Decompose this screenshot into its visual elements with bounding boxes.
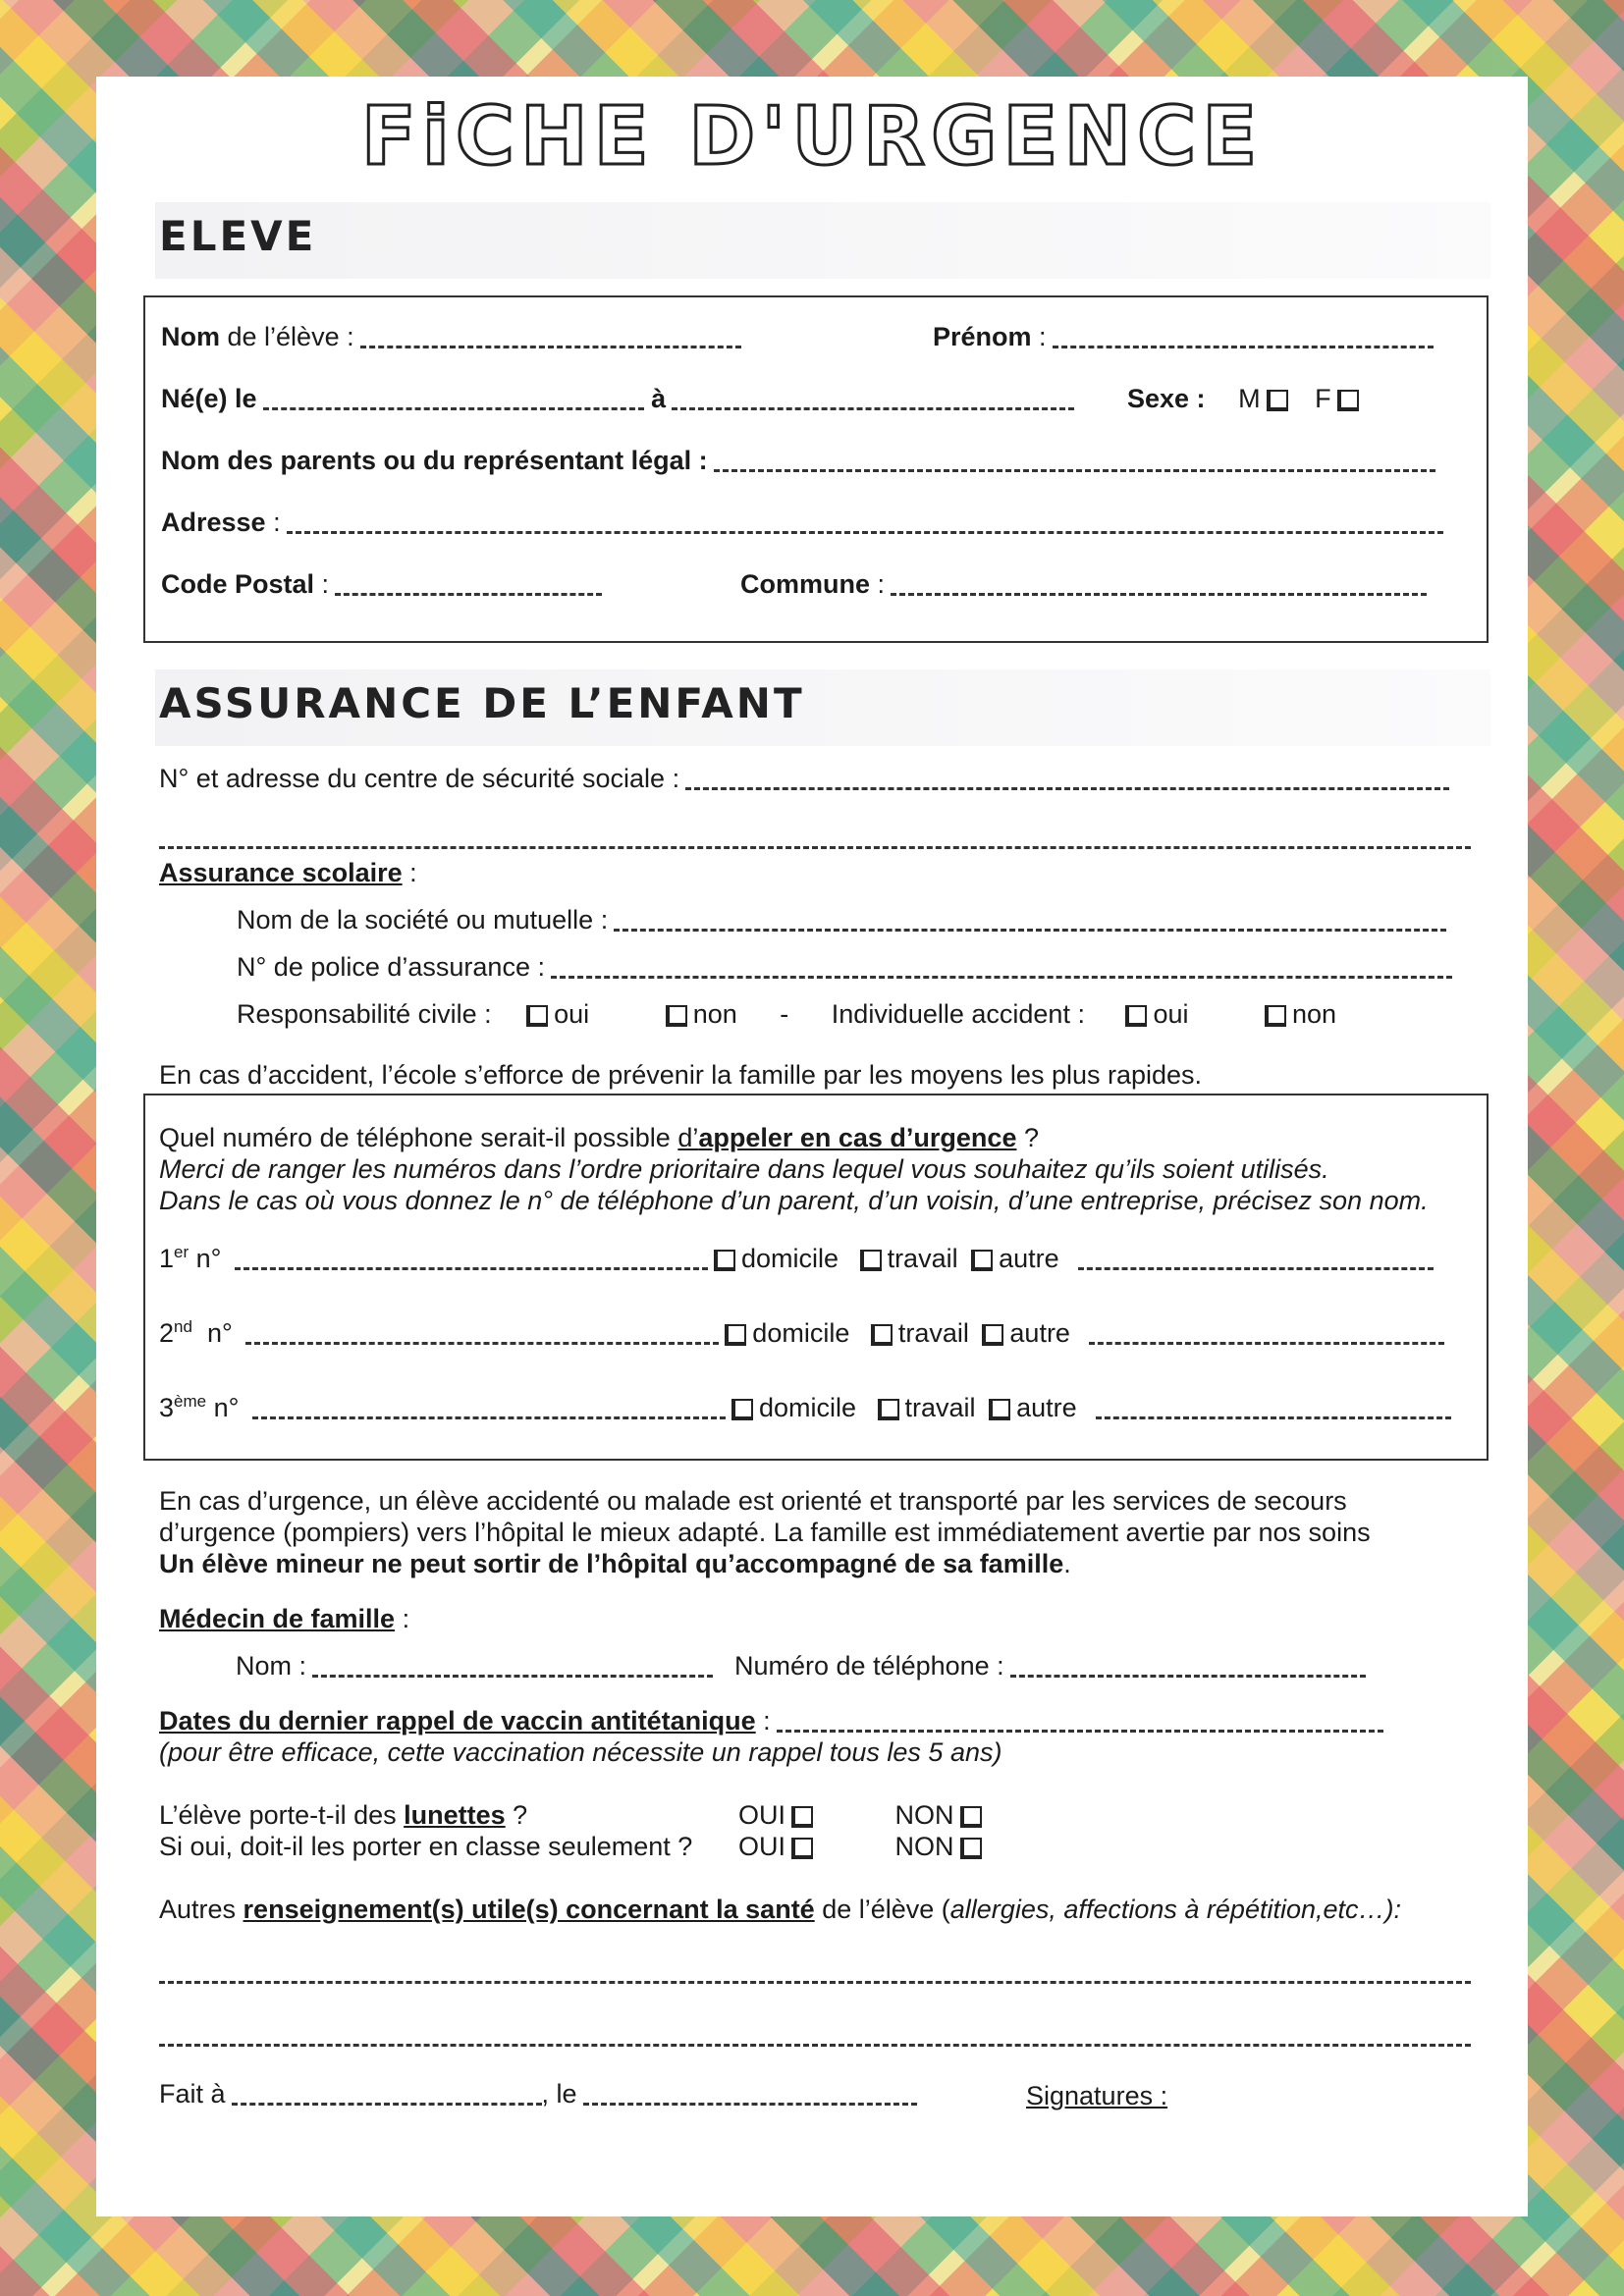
lunettes-1-oui-checkbox[interactable] xyxy=(791,1806,813,1828)
cp-colon: : xyxy=(314,569,330,599)
sexe-field xyxy=(1127,384,1365,414)
phone-2-autre-blank[interactable] xyxy=(1089,1324,1444,1345)
adresse-colon: : xyxy=(265,507,281,537)
sexe-f-checkbox[interactable] xyxy=(1337,390,1359,411)
phone-3-travail-checkbox[interactable] xyxy=(878,1399,899,1420)
phone-2-autre-label: autre xyxy=(1009,1318,1070,1348)
urgence-warning-end: . xyxy=(1063,1549,1071,1578)
fait-a-blank[interactable] xyxy=(232,2085,542,2106)
secu-blank-1[interactable] xyxy=(685,770,1449,790)
prenom-field[interactable] xyxy=(933,322,1434,352)
urgence-text-line-1: En cas d’urgence, un élève accidenté ou malade est orienté et transporté par les services de secours xyxy=(159,1486,1347,1516)
sexe-f-label: F xyxy=(1315,384,1331,413)
phone-3-autre-label: autre xyxy=(1016,1393,1077,1422)
assurance-scolaire-heading: Assurance scolaire xyxy=(159,858,403,887)
lunettes-2-non-checkbox[interactable] xyxy=(960,1838,982,1859)
autres-mid: de l’élève ( xyxy=(814,1895,950,1924)
phone-1-domicile-label: domicile xyxy=(741,1244,839,1273)
phone-2-travail-checkbox[interactable] xyxy=(871,1324,893,1346)
phone-row-3[interactable] xyxy=(159,1392,1451,1423)
resp-separator: - xyxy=(780,999,789,1029)
adresse-field[interactable] xyxy=(161,507,1443,538)
phone-row-2-num: 2 xyxy=(159,1318,175,1348)
phone-1-autre-blank[interactable] xyxy=(1078,1250,1434,1270)
nom-label-rest: de l’élève : xyxy=(220,322,354,351)
lunettes-2-oui-checkbox[interactable] xyxy=(791,1838,813,1859)
police-field[interactable] xyxy=(237,952,1452,983)
urgence-instruction-2: Dans le cas où vous donnez le n° de téléphone d’un parent, d’un voisin, d’une entreprise, précisez son nom. xyxy=(159,1186,1429,1215)
secu-field[interactable] xyxy=(159,764,1449,794)
urgence-question xyxy=(159,1123,1039,1153)
phone-row-3-num: 3 xyxy=(159,1393,175,1422)
indiv-non-checkbox[interactable] xyxy=(1265,1005,1286,1027)
phone-row-3-label: n° xyxy=(206,1393,240,1422)
parents-label: Nom des parents ou du représentant légal : xyxy=(161,446,708,475)
vaccin-note: (pour être efficace, cette vaccination nécessite un rappel tous les 5 ans) xyxy=(159,1737,1002,1767)
indiv-oui-checkbox[interactable] xyxy=(1125,1005,1147,1027)
phone-row-1-label: n° xyxy=(189,1244,222,1273)
urgence-text-line-2: d’urgence (pompiers) vers l’hôpital le mieux adapté. La famille est immédiatement avertie par nos soins xyxy=(159,1518,1371,1547)
secu-blank-2[interactable] xyxy=(159,828,1471,849)
autres-blank-1-row[interactable] xyxy=(159,1963,1471,1984)
fait-a-label: Fait à xyxy=(159,2079,226,2109)
nom-eleve-field[interactable] xyxy=(161,322,741,352)
commune-label: Commune xyxy=(740,569,871,599)
phone-2-domicile-label: domicile xyxy=(752,1318,850,1348)
phone-3-autre-checkbox[interactable] xyxy=(989,1399,1010,1420)
phone-1-travail-label: travail xyxy=(887,1244,958,1273)
prenom-colon: : xyxy=(1031,322,1047,351)
resp-oui-checkbox[interactable] xyxy=(526,1005,548,1027)
phone-3-domicile-checkbox[interactable] xyxy=(731,1399,753,1420)
autres-blank-1[interactable] xyxy=(159,1963,1471,1984)
police-label: N° de police d’assurance : xyxy=(237,952,545,982)
phone-1-travail-checkbox[interactable] xyxy=(860,1250,882,1271)
societe-field[interactable] xyxy=(237,905,1446,935)
medecin-nom-field[interactable] xyxy=(236,1651,713,1682)
phone-1-autre-label: autre xyxy=(999,1244,1059,1273)
date-naissance-blank[interactable] xyxy=(263,390,644,410)
medecin-tel-blank[interactable] xyxy=(1010,1657,1366,1678)
urgence-warning-bold: Un élève mineur ne peut sortir de l’hôpital qu’accompagné de sa famille xyxy=(159,1549,1064,1578)
resp-non-label: non xyxy=(692,999,737,1029)
individuelle-accident-label: Individuelle accident : xyxy=(831,999,1085,1029)
urgence-q-start: Quel numéro de téléphone serait-il possible xyxy=(159,1123,678,1152)
resp-civile-label: Responsabilité civile : xyxy=(237,999,492,1029)
commune-blank[interactable] xyxy=(891,575,1427,596)
lunettes-1-non-label: NON xyxy=(894,1800,954,1830)
sexe-m-label: M xyxy=(1238,384,1261,413)
phone-row-2-label: n° xyxy=(191,1318,233,1348)
date-blank[interactable] xyxy=(583,2085,917,2106)
prenom-label: Prénom xyxy=(933,322,1032,351)
medecin-nom-label: Nom : xyxy=(236,1651,307,1681)
phone-3-autre-blank[interactable] xyxy=(1096,1399,1451,1419)
phone-3-domicile-label: domicile xyxy=(758,1393,856,1422)
indiv-non-label: non xyxy=(1292,999,1337,1029)
code-postal-label: Code Postal xyxy=(161,569,315,599)
eleve-heading-band xyxy=(155,202,1490,279)
parents-field[interactable] xyxy=(161,446,1435,476)
commune-field[interactable] xyxy=(740,569,1427,600)
phone-row-1-num: 1 xyxy=(159,1244,175,1273)
lieu-label: à xyxy=(651,384,667,413)
vaccin-field[interactable] xyxy=(159,1706,1383,1736)
signatures-label: Signatures : xyxy=(1026,2081,1168,2110)
autres-renseignements-label xyxy=(159,1895,1401,1925)
adresse-label: Adresse xyxy=(161,507,266,537)
autres-italic: allergies, affections à répétition,etc…): xyxy=(949,1895,1402,1924)
lunettes-q1-bold: lunettes xyxy=(404,1800,506,1830)
autres-blank-2[interactable] xyxy=(159,2026,1471,2047)
assurance-scolaire-colon: : xyxy=(402,858,417,887)
assurance-scolaire-label xyxy=(159,858,417,888)
urgence-instruction-1: Merci de ranger les numéros dans l’ordre prioritaire dans lequel vous souhaitez qu’ils soient utilisés. xyxy=(159,1154,1329,1184)
autres-blank-2-row[interactable] xyxy=(159,2026,1471,2047)
lunettes-1-non-checkbox[interactable] xyxy=(960,1806,982,1828)
lieu-naissance-blank[interactable] xyxy=(672,390,1074,410)
phone-row-2-sup: nd xyxy=(174,1317,192,1336)
medecin-heading-row xyxy=(159,1604,409,1634)
phone-row-1[interactable] xyxy=(159,1243,1434,1274)
vaccin-heading: Dates du dernier rappel de vaccin antitétanique xyxy=(159,1706,756,1735)
indiv-oui-label: oui xyxy=(1153,999,1189,1029)
code-postal-blank[interactable] xyxy=(335,575,602,596)
societe-label: Nom de la société ou mutuelle : xyxy=(237,905,609,934)
lunettes-2-non-label: NON xyxy=(894,1832,954,1861)
phone-3-travail-label: travail xyxy=(904,1393,976,1422)
code-postal-field[interactable] xyxy=(161,569,602,600)
nom-blank[interactable] xyxy=(360,328,741,348)
lunettes-1-oui-label: OUI xyxy=(738,1800,786,1830)
resp-oui-label: oui xyxy=(554,999,590,1029)
lunettes-q1-end: ? xyxy=(505,1800,528,1830)
autres-bold: renseignement(s) utile(s) concernant la santé xyxy=(243,1895,815,1924)
sexe-label: Sexe : xyxy=(1127,384,1206,413)
urgence-text-line-3 xyxy=(159,1549,1071,1579)
naissance-field[interactable] xyxy=(161,384,1074,414)
phone-row-2[interactable] xyxy=(159,1317,1444,1349)
phone-1-autre-checkbox[interactable] xyxy=(971,1250,993,1271)
phone-2-autre-checkbox[interactable] xyxy=(982,1324,1003,1346)
adresse-blank[interactable] xyxy=(287,513,1443,534)
fait-a-field[interactable] xyxy=(159,2079,917,2109)
vaccin-colon: : xyxy=(755,1706,771,1735)
commune-colon: : xyxy=(870,569,886,599)
societe-blank[interactable] xyxy=(614,911,1446,932)
medecin-nom-blank[interactable] xyxy=(312,1657,713,1678)
lunettes-q1-start: L’élève porte-t-il des xyxy=(159,1800,405,1830)
lunettes-question-2: Si oui, doit-il les porter en classe seulement ? xyxy=(159,1832,693,1861)
le-label: , le xyxy=(541,2079,577,2109)
urgence-q-emphasis: appeler en cas d’urgence xyxy=(698,1123,1017,1152)
sexe-m-checkbox[interactable] xyxy=(1267,390,1288,411)
medecin-tel-label: Numéro de téléphone : xyxy=(734,1651,1004,1681)
medecin-heading: Médecin de famille xyxy=(159,1604,396,1633)
responsabilite-civile-row xyxy=(237,999,1336,1030)
accident-note: En cas d’accident, l’école s’efforce de prévenir la famille par les moyens les plus rapides. xyxy=(159,1060,1203,1090)
police-blank[interactable] xyxy=(551,958,1452,979)
phone-row-3-sup: ème xyxy=(174,1392,207,1411)
secu-label: N° et adresse du centre de sécurité sociale : xyxy=(159,764,680,793)
phone-row-1-sup: er xyxy=(174,1243,189,1261)
lunettes-2-oui-label: OUI xyxy=(738,1832,786,1861)
phone-2-travail-label: travail xyxy=(897,1318,969,1348)
medecin-tel-field[interactable] xyxy=(734,1651,1366,1682)
autres-start: Autres xyxy=(159,1895,244,1924)
phone-2-blank[interactable] xyxy=(245,1324,719,1345)
parents-blank[interactable] xyxy=(714,452,1435,472)
vaccin-blank[interactable] xyxy=(777,1712,1383,1733)
lunettes-question-1 xyxy=(159,1800,527,1831)
urgence-q-d: d’ xyxy=(677,1123,699,1152)
urgence-q-end: ? xyxy=(1016,1123,1039,1152)
secu-field-line2[interactable] xyxy=(159,828,1471,849)
phone-1-domicile-checkbox[interactable] xyxy=(714,1250,735,1271)
ne-le-label: Né(e) le xyxy=(161,384,257,413)
assurance-heading: ASSURANCE DE L’ENFANT xyxy=(159,679,805,727)
lunettes-2-options xyxy=(738,1832,988,1862)
resp-non-checkbox[interactable] xyxy=(666,1005,687,1027)
lunettes-1-options xyxy=(738,1800,988,1831)
phone-2-domicile-checkbox[interactable] xyxy=(725,1324,746,1346)
medecin-colon: : xyxy=(395,1604,410,1633)
form-sheet xyxy=(96,77,1528,2216)
nom-label-bold: Nom xyxy=(161,322,220,351)
phone-1-blank[interactable] xyxy=(235,1250,708,1270)
eleve-heading: ELEVE xyxy=(159,212,317,260)
phone-3-blank[interactable] xyxy=(252,1399,726,1419)
page-title: FiCHE D'URGENCE xyxy=(360,90,1264,184)
prenom-blank[interactable] xyxy=(1053,328,1434,348)
